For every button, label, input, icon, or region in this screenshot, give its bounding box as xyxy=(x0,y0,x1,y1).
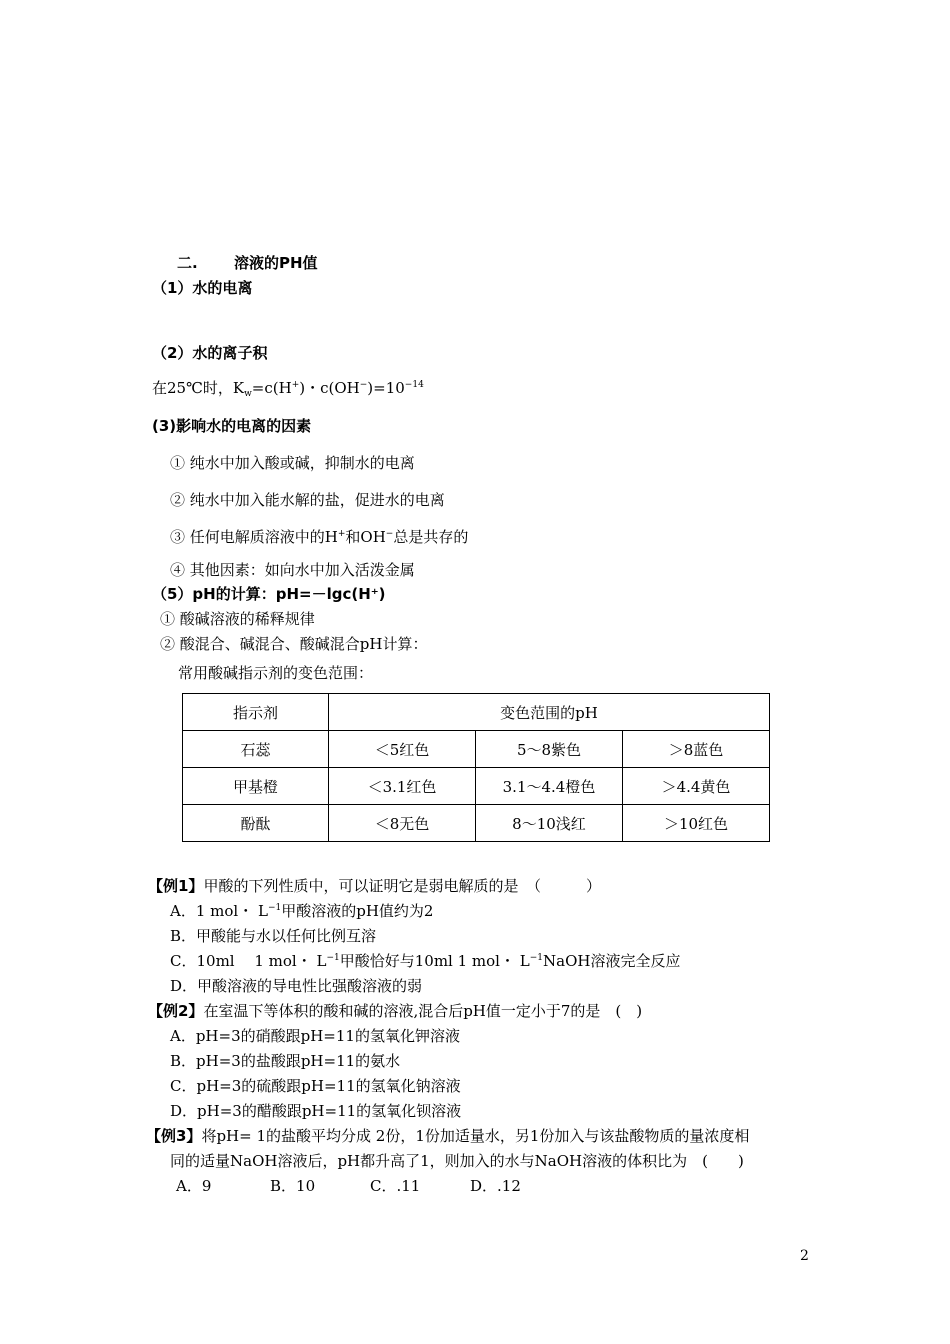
example-3-option-d: D．.12 xyxy=(470,1177,521,1195)
example-2-option-b: B．pH=3的盐酸跟pH=11的氨水 xyxy=(170,1052,401,1070)
factor-3: ③ 任何电解质溶液中的H+和OH−总是共存的 xyxy=(170,528,469,546)
example-1-option-c: C．10ml 1 mol・ $L^{-1}$甲酸恰好与10ml 1 mol・ $L^{-1}NaOH$溶液完全反应 xyxy=(170,952,681,970)
table-row xyxy=(183,805,770,842)
example-2-question: 【例2】在室温下等体积的酸和碱的溶液,混合后pH值一定小于7的是 ( ) xyxy=(148,1002,643,1020)
example-2-option-c: C．pH=3的硫酸跟pH=11的氢氧化钠溶液 xyxy=(170,1077,461,1095)
table-header-indicator: 指示剂 xyxy=(183,694,329,731)
heading-ph-calc: （5）pH的计算：pH=－lgc(H⁺) xyxy=(152,585,386,603)
table-cell: 甲基橙 xyxy=(183,768,329,805)
factor-2: ② 纯水中加入能水解的盐，促进水的电离 xyxy=(170,491,445,509)
section-number: 二. xyxy=(177,254,198,272)
example-3-option-b: B．10 xyxy=(270,1177,316,1195)
example-1-option-b: B．甲酸能与水以任何比例互溶 xyxy=(170,927,377,945)
example-3-question: 【例3】将pH= 1的盐酸平均分成 2份，1份加适量水，另1份加入与该盐酸物质的量浓度相 xyxy=(146,1127,750,1145)
table-caption: 常用酸碱指示剂的变色范围： xyxy=(178,664,374,682)
section-title: 溶液的PH值 xyxy=(234,254,318,272)
table-cell: ＞4.4黄色 xyxy=(623,768,770,805)
heading-water-ionization: （1）水的电离 xyxy=(152,279,253,297)
indicator-table xyxy=(182,693,770,842)
page-number: 2 xyxy=(800,1248,809,1264)
example-3-question-cont: 同的适量NaOH溶液后，pH都升高了1，则加入的水与NaOH溶液的体积比为 ( ) xyxy=(170,1152,744,1170)
table-cell: 3.1～4.4橙色 xyxy=(476,768,623,805)
table-cell: 5～8紫色 xyxy=(476,731,623,768)
calc-item-2: ② 酸混合、碱混合、酸碱混合pH计算： xyxy=(160,635,428,653)
table-cell: 石蕊 xyxy=(183,731,329,768)
table-cell: ＞10红色 xyxy=(623,805,770,842)
table-row xyxy=(183,768,770,805)
table-cell: ＜3.1红色 xyxy=(329,768,476,805)
example-3-option-a: A．9 xyxy=(176,1177,212,1195)
table-cell: ＜8无色 xyxy=(329,805,476,842)
table-cell: ＜5红色 xyxy=(329,731,476,768)
table-row xyxy=(183,731,770,768)
kw-formula: 在25℃时，$K_w=c(H^+)$・$c(OH^-)=10^{-14}$ xyxy=(152,379,424,399)
calc-item-1: ① 酸碱溶液的稀释规律 xyxy=(160,610,315,628)
table-row xyxy=(183,694,770,731)
table-header-range: 变色范围的pH xyxy=(329,694,770,731)
heading-factors: (3)影响水的电离的因素 xyxy=(152,417,312,435)
table-cell: 酚酞 xyxy=(183,805,329,842)
example-1-option-a: A．1 mol・ $L^{-1}$甲酸溶液的pH值约为2 xyxy=(170,902,434,920)
example-1-option-d: D．甲酸溶液的导电性比强酸溶液的弱 xyxy=(170,977,423,995)
heading-ion-product: （2）水的离子积 xyxy=(152,344,268,362)
example-2-option-d: D．pH=3的醋酸跟pH=11的氢氧化钡溶液 xyxy=(170,1102,462,1120)
example-2-option-a: A．pH=3的硝酸跟pH=11的氢氧化钾溶液 xyxy=(170,1027,460,1045)
example-1-question: 【例1】甲酸的下列性质中，可以证明它是弱电解质的是 （ ） xyxy=(148,877,601,895)
table-cell: 8～10浅红 xyxy=(476,805,623,842)
example-3-option-c: C．.11 xyxy=(370,1177,421,1195)
table-cell: ＞8蓝色 xyxy=(623,731,770,768)
factor-1: ① 纯水中加入酸或碱，抑制水的电离 xyxy=(170,454,415,472)
factor-4: ④ 其他因素：如向水中加入活泼金属 xyxy=(170,561,415,579)
